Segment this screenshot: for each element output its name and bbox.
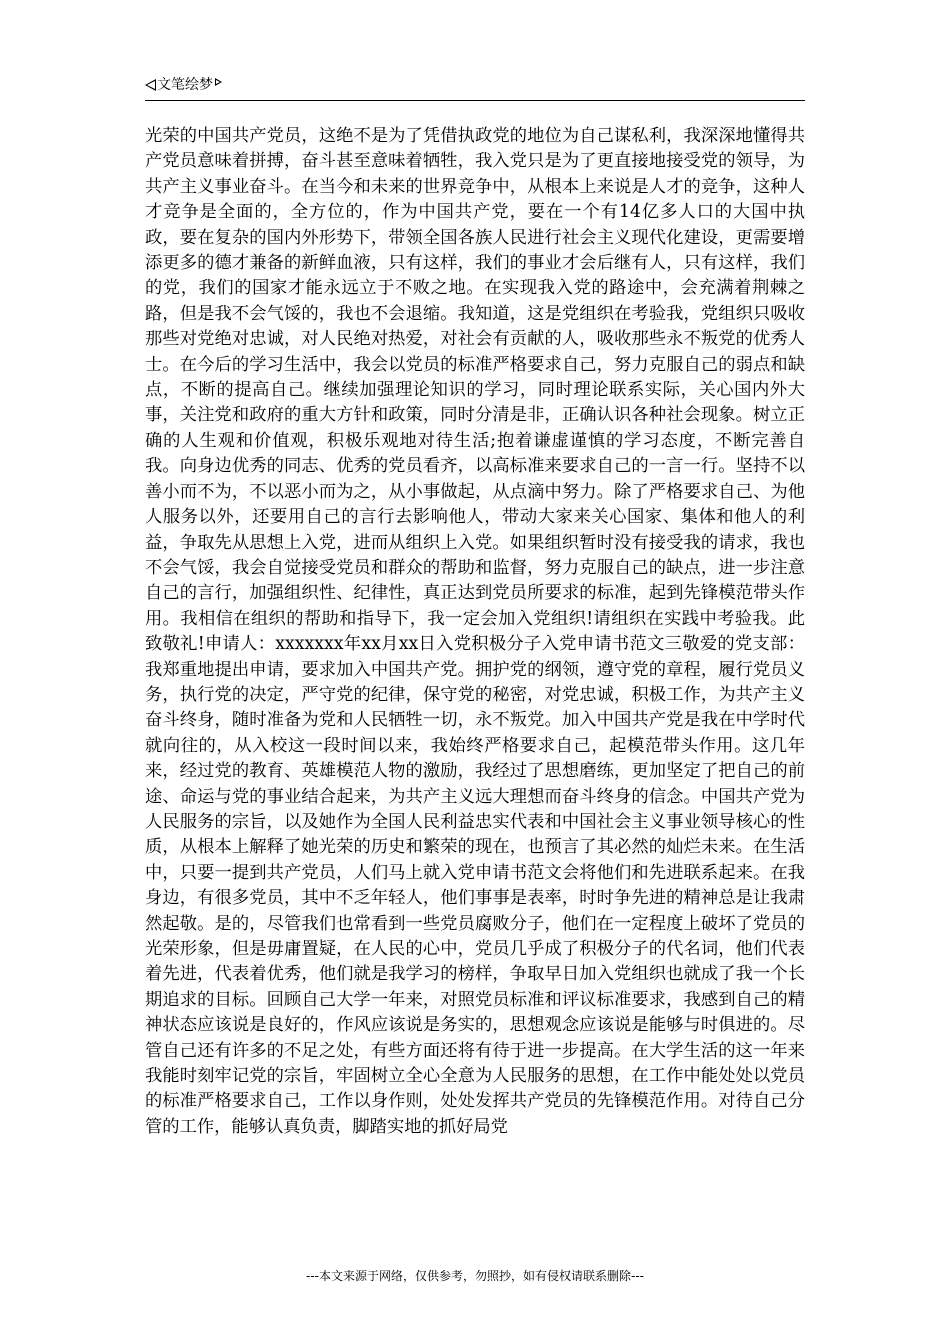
header-brand-text: 文笔绘梦: [157, 77, 213, 93]
footer-notice: ---本文来源于网络，仅供参考，勿照抄，如有侵权请联系删除---: [306, 1269, 644, 1283]
header-brand: [145, 76, 222, 94]
page-header: [145, 72, 805, 101]
right-triangle-icon: [215, 78, 222, 86]
document-body: 光荣的中国共产党员，这绝不是为了凭借执政党的地位为自己谋私利，我深深地懂得共产党员意味着拼搏，奋斗甚至意味着牺牲，我入党只是为了更直接地接受党的领导，为共产主义事业奋斗。在当今和未来的世界竞争中，从根本上来说是人才的竞争，这种人才竞争是全面的，全方位的，作为中国共产党，要在一个有14亿多人口的大国中执政，要在复杂的国内外形势下，带领全国各族人民进行社会主义现代化建设，更需要增添更多的德才兼备的新鲜血液，只有这样，我们的事业才会后继有人，只有这样，我们的党，我们的国家才能永远立于不败之地。在实现我入党的路途中，会充满着荆棘之路，但是我不会气馁的，我也不会退缩。我知道，这是党组织在考验我，党组织只吸收那些对党绝对忠诚，对人民绝对热爱，对社会有贡献的人，吸收那些永不叛党的优秀人士。在今后的学习生活中，我会以党员的标准严格要求自己，努力克服自己的弱点和缺点，不断的提高自己。继续加强理论知识的学习，同时理论联系实际，关心国内外大事，关注党和政府的重大方针和政策，同时分清是非，正确认识各种社会现象。树立正确的人生观和价值观，积极乐观地对待生活;抱着谦虚谨慎的学习态度，不断完善自我。向身边优秀的同志、优秀的党员看齐，以高标准来要求自己的一言一行。坚持不以善小而不为，不以恶小而为之，从小事做起，从点滴中努力。除了严格要求自己、为他人服务以外，还要用自己的言行去影响他人，带动大家来关心国家、集体和他人的利益，争取先从思想上入党，进而从组织上入党。如果组织暂时没有接受我的请求，我也不会气馁，我会自觉接受党员和群众的帮助和监督，努力克服自己的缺点，进一步注意自己的言行，加强组织性、纪律性，真正达到党员所要求的标准，起到先锋模范带头作用。我相信在组织的帮助和指导下，我一定会加入党组织!请组织在实践中考验我。此致敬礼!申请人：xxxxxxx年xx月xx日入党积极分子入党申请书范文三敬爱的党支部：我郑重地提出申请，要求加入中国共产党。拥护党的纲领，遵守党的章程，履行党员义务，执行党的决定，严守党的纪律，保守党的秘密，对党忠诚，积极工作，为共产主义奋斗终身，随时准备为党和人民牺牲一切，永不叛党。加入中国共产党是我在中学时代就向往的，从入校这一段时间以来，我始终严格要求自己，起模范带头作用。这几年来，经过党的教育、英雄模范人物的激励，我经过了思想磨练，更加坚定了把自己的前途、命运与党的事业结合起来，为共产主义远大理想而奋斗终身的信念。中国共产党为人民服务的宗旨，以及她作为全国人民利益忠实代表和中国社会主义事业领导核心的性质，从根本上解释了她光荣的历史和繁荣的现在，也预言了其必然的灿烂未来。在生活中，只要一提到共产党员，人们马上就入党申请书范文会将他们和先进联系起来。在我身边，有很多党员，其中不乏年轻人，他们事事是表率，时时争先进的精神总是让我肃然起敬。是的，尽管我们也常看到一些党员腐败分子，他们在一定程度上破坏了党员的光荣形象，但是毋庸置疑，在人民的心中，党员几乎成了积极分子的代名词，他们代表着先进，代表着优秀，他们就是我学习的榜样，争取早日加入党组织也就成了我一个长期追求的目标。回顾自己大学一年来，对照党员标准和评议标准要求，我感到自己的精神状态应该说是良好的，作风应该说是务实的，思想观念应该说是能够与时俱进的。尽管自己还有许多的不足之处，有些方面还将有待于进一步提高。在大学生活的这一年来我能时刻牢记党的宗旨，牢固树立全心全意为人民服务的思想，在工作中能处处以党员的标准严格要求自己，工作以身作则，处处发挥共产党员的先锋模范作用。对待自己分管的工作，能够认真负责，脚踏实地的抓好局党: [145, 126, 805, 1137]
left-triangle-icon: [145, 79, 156, 91]
